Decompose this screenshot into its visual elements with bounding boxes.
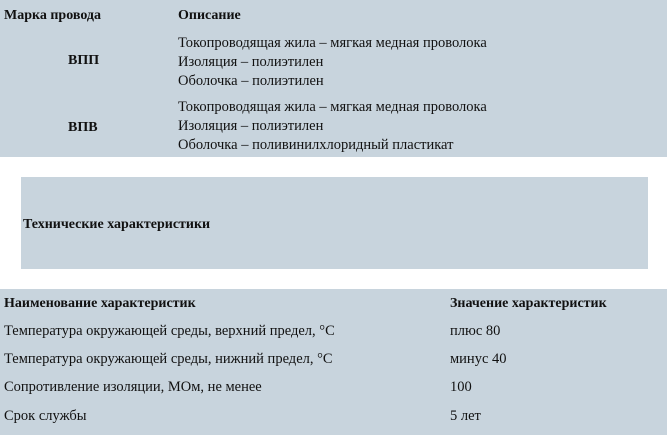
spec-name: Температура окружающей среды, верхний предел, °С bbox=[4, 323, 335, 339]
description-line: Токопроводящая жила – мягкая медная проволока bbox=[178, 35, 487, 51]
description-line: Токопроводящая жила – мягкая медная проволока bbox=[178, 99, 487, 115]
wire-description-vpp bbox=[178, 34, 487, 91]
description-line: Оболочка – полиэтилен bbox=[178, 73, 324, 89]
header-spec-name: Наименование характеристик bbox=[4, 296, 196, 311]
wire-description-vpv bbox=[178, 98, 487, 155]
spec-value: 5 лет bbox=[450, 408, 481, 424]
description-line: Оболочка – поливинилхлоридный пластикат bbox=[178, 137, 454, 153]
spec-value: 100 bbox=[450, 379, 472, 395]
wire-mark-vpv: ВПВ bbox=[68, 120, 98, 135]
spec-value: плюс 80 bbox=[450, 323, 501, 339]
spec-name: Температура окружающей среды, нижний предел, °С bbox=[4, 351, 333, 367]
header-description: Описание bbox=[178, 8, 241, 23]
header-wire-mark: Марка провода bbox=[4, 8, 102, 23]
header-spec-value: Значение характеристик bbox=[450, 296, 607, 311]
description-line: Изоляция – полиэтилен bbox=[178, 118, 324, 134]
wire-mark-vpp: ВПП bbox=[68, 53, 100, 68]
spec-name: Сопротивление изоляции, МОм, не менее bbox=[4, 379, 262, 395]
section-title: Технические характеристики bbox=[23, 217, 211, 232]
spec-name: Срок службы bbox=[4, 408, 87, 424]
description-line: Изоляция – полиэтилен bbox=[178, 54, 324, 70]
spec-value: минус 40 bbox=[450, 351, 507, 367]
